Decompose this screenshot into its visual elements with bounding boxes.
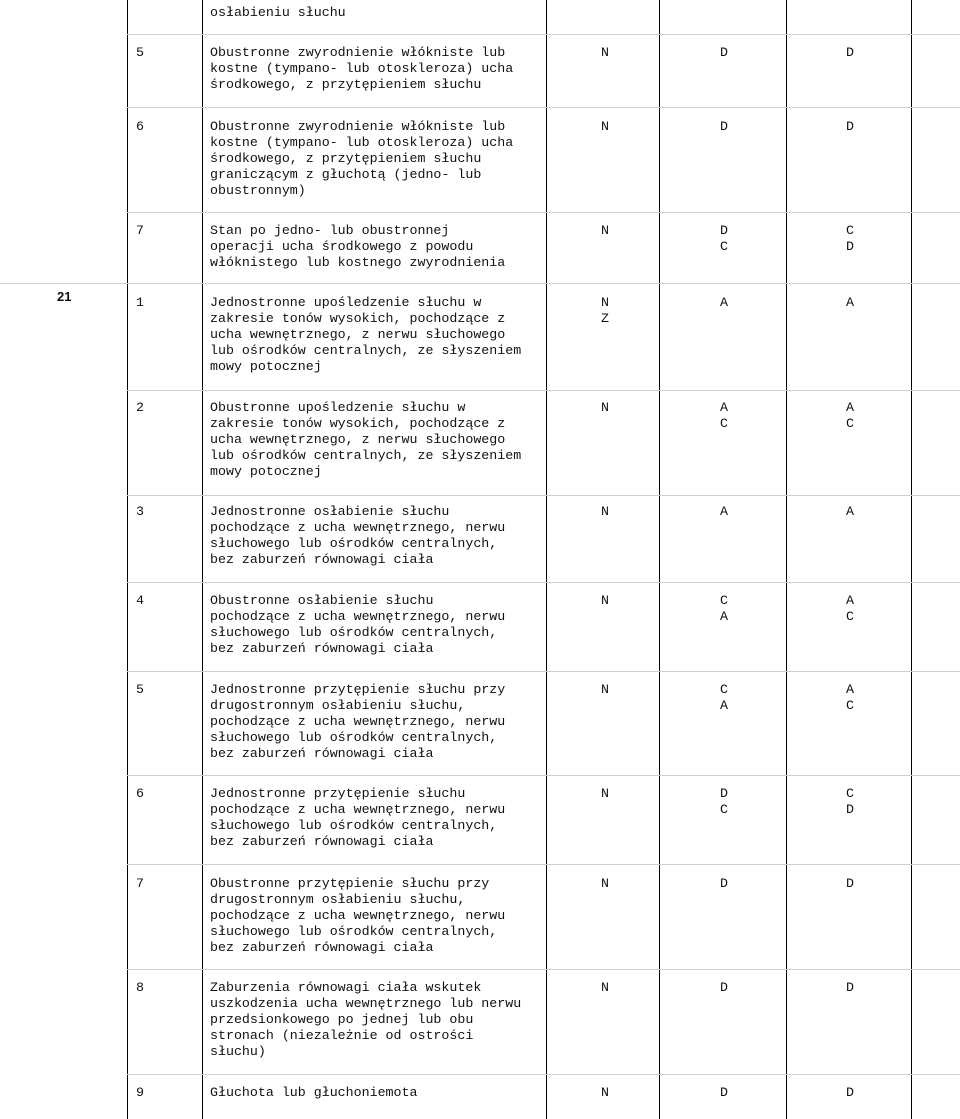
top-fragment-text: osłabieniu słuchu bbox=[210, 5, 346, 20]
row-description: Zaburzenia równowagi ciała wskutek uszkodzenia ucha wewnętrznego lub nerwu przedsionkowego po jednej lub obu stronach (niezależnie od ostrości słuchu) bbox=[210, 980, 522, 1059]
row-number: 7 bbox=[136, 223, 144, 238]
row-category-3: D bbox=[846, 980, 854, 995]
row-description: Jednostronne przytępienie słuchu pochodzące z ucha wewnętrznego, nerwu słuchowego lub ośrodków centralnych, bez zaburzeń równowagi ciała bbox=[210, 786, 506, 849]
row-number: 2 bbox=[136, 400, 144, 415]
row-separator bbox=[127, 34, 960, 35]
row-description: Obustronne osłabienie słuchu pochodzące z ucha wewnętrznego, nerwu słuchowego lub ośrodków centralnych, bez zaburzeń równowagi ciała bbox=[210, 593, 506, 656]
column-border-left bbox=[127, 0, 128, 1119]
row-separator bbox=[127, 969, 960, 970]
row-category-2: D C bbox=[720, 786, 728, 817]
row-category-3: D bbox=[846, 1085, 854, 1100]
row-category-3: C D bbox=[846, 786, 854, 817]
row-number: 1 bbox=[136, 295, 144, 310]
row-category-1: N bbox=[601, 119, 609, 134]
row-category-2: D bbox=[720, 876, 728, 891]
row-category-3: A bbox=[846, 295, 854, 310]
row-separator bbox=[127, 495, 960, 496]
row-category-3: D bbox=[846, 876, 854, 891]
row-description: Stan po jedno- lub obustronnej operacji ucha środkowego z powodu włóknistego lub kostnego zwyrodnienia bbox=[210, 223, 506, 270]
row-category-2: C A bbox=[720, 593, 728, 624]
row-separator bbox=[127, 671, 960, 672]
row-description: Obustronne zwyrodnienie włókniste lub kostne (tympano- lub otoskleroza) ucha środkowego, z przytępieniem słuchu graniczącym z głuchotą (jedno- lub obustronnym) bbox=[210, 119, 514, 198]
row-category-2: A bbox=[720, 295, 728, 310]
row-separator bbox=[127, 864, 960, 865]
row-category-3: A C bbox=[846, 682, 854, 713]
row-category-2: A C bbox=[720, 400, 728, 431]
row-description: Głuchota lub głuchoniemota bbox=[210, 1085, 418, 1100]
row-number: 7 bbox=[136, 876, 144, 891]
row-category-1: N bbox=[601, 786, 609, 801]
row-description: Jednostronne przytępienie słuchu przy drugostronnym osłabieniu słuchu, pochodzące z ucha wewnętrznego, nerwu słuchowego lub ośrodków centralnych, bez zaburzeń równowagi ciała bbox=[210, 682, 506, 761]
row-category-1: N bbox=[601, 980, 609, 995]
row-category-1: N bbox=[601, 504, 609, 519]
row-category-3: A bbox=[846, 504, 854, 519]
row-description: Obustronne zwyrodnienie włókniste lub kostne (tympano- lub otoskleroza) ucha środkowego, z przytępieniem słuchu bbox=[210, 45, 514, 92]
row-category-1: N Z bbox=[601, 295, 609, 326]
column-border-number bbox=[202, 0, 203, 1119]
row-category-1: N bbox=[601, 223, 609, 238]
row-number: 4 bbox=[136, 593, 144, 608]
row-category-1: N bbox=[601, 1085, 609, 1100]
row-category-2: D bbox=[720, 119, 728, 134]
row-separator bbox=[127, 775, 960, 776]
row-separator bbox=[0, 283, 960, 284]
row-number: 5 bbox=[136, 682, 144, 697]
column-border-description bbox=[546, 0, 547, 1119]
row-category-1: N bbox=[601, 400, 609, 415]
row-category-3: A C bbox=[846, 593, 854, 624]
row-separator bbox=[127, 212, 960, 213]
column-border-col2 bbox=[786, 0, 787, 1119]
row-description: Obustronne upośledzenie słuchu w zakresie tonów wysokich, pochodzące z ucha wewnętrznego, z nerwu słuchowego lub ośrodków centralnych, ze słyszeniem mowy potocznej bbox=[210, 400, 522, 479]
column-border-col3 bbox=[911, 0, 912, 1119]
column-border-col1 bbox=[659, 0, 660, 1119]
row-number: 6 bbox=[136, 786, 144, 801]
row-description: Jednostronne osłabienie słuchu pochodzące z ucha wewnętrznego, nerwu słuchowego lub ośrodków centralnych, bez zaburzeń równowagi ciała bbox=[210, 504, 506, 567]
row-category-2: C A bbox=[720, 682, 728, 713]
row-number: 6 bbox=[136, 119, 144, 134]
row-number: 5 bbox=[136, 45, 144, 60]
row-category-2: D bbox=[720, 980, 728, 995]
row-category-2: A bbox=[720, 504, 728, 519]
row-number: 9 bbox=[136, 1085, 144, 1100]
row-category-2: D bbox=[720, 1085, 728, 1100]
row-category-3: D bbox=[846, 45, 854, 60]
row-number: 3 bbox=[136, 504, 144, 519]
row-category-3: D bbox=[846, 119, 854, 134]
section-number: 21 bbox=[57, 289, 72, 304]
row-number: 8 bbox=[136, 980, 144, 995]
row-category-2: D bbox=[720, 45, 728, 60]
row-separator bbox=[127, 107, 960, 108]
row-category-1: N bbox=[601, 876, 609, 891]
row-category-1: N bbox=[601, 45, 609, 60]
row-separator bbox=[127, 582, 960, 583]
row-description: Obustronne przytępienie słuchu przy drugostronnym osłabieniu słuchu, pochodzące z ucha wewnętrznego, nerwu słuchowego lub ośrodków centralnych, bez zaburzeń równowagi ciała bbox=[210, 876, 506, 955]
row-category-1: N bbox=[601, 682, 609, 697]
row-separator bbox=[127, 390, 960, 391]
row-category-3: A C bbox=[846, 400, 854, 431]
row-separator bbox=[127, 1074, 960, 1075]
row-category-1: N bbox=[601, 593, 609, 608]
row-category-2: D C bbox=[720, 223, 728, 254]
row-description: Jednostronne upośledzenie słuchu w zakresie tonów wysokich, pochodzące z ucha wewnętrznego, z nerwu słuchowego lub ośrodków centralnych, ze słyszeniem mowy potocznej bbox=[210, 295, 522, 374]
row-category-3: C D bbox=[846, 223, 854, 254]
